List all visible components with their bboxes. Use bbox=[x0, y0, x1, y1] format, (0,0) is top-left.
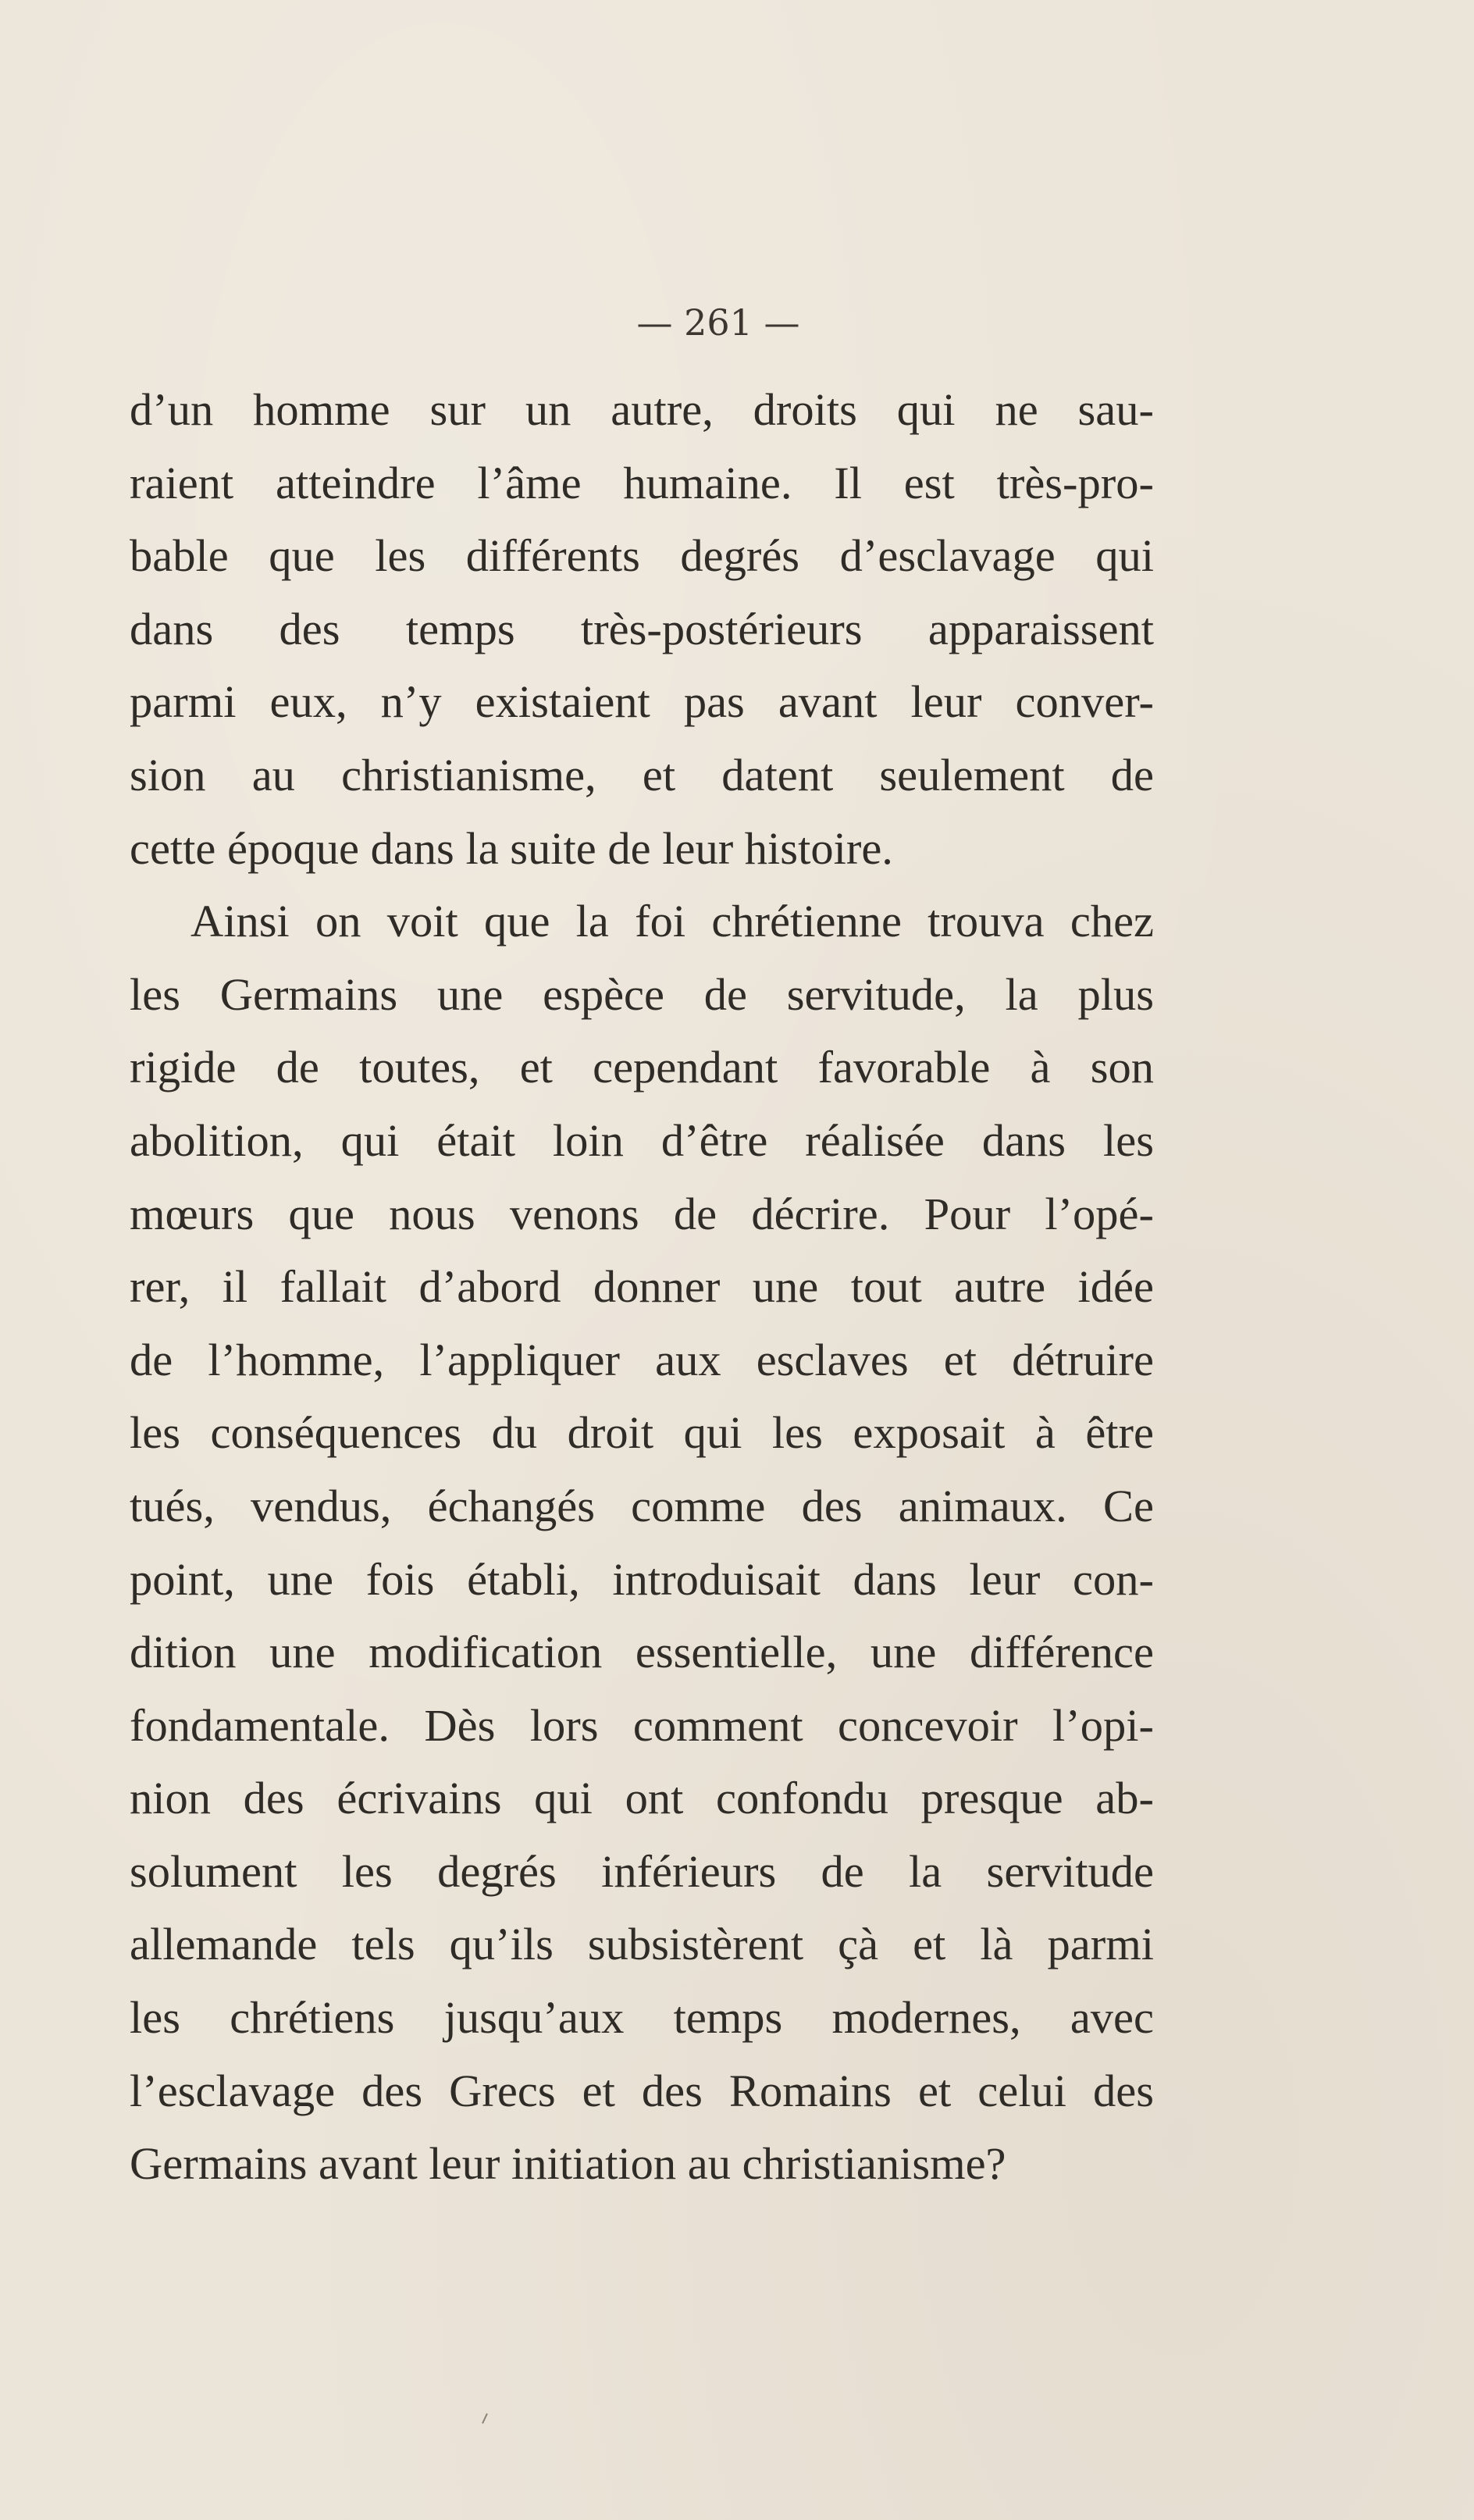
text-line: nion des écrivains qui ont confondu presque ab- bbox=[130, 1773, 1154, 1824]
text-line: fondamentale. Dès lors comment concevoir l’opi- bbox=[130, 1699, 1154, 1751]
text-line: les chrétiens jusqu’aux temps modernes, avec bbox=[130, 1992, 1154, 2044]
page-number: — 261 — bbox=[636, 301, 800, 344]
body-text bbox=[130, 373, 1154, 2201]
text-line: les conséquences du droit qui les exposait à être bbox=[130, 1407, 1154, 1459]
text-line: parmi eux, n’y existaient pas avant leur conver- bbox=[130, 676, 1154, 728]
text-line: l’esclavage des Grecs et des Romains et celui des bbox=[130, 2065, 1154, 2116]
text-line: d’un homme sur un autre, droits qui ne sau- bbox=[130, 384, 1154, 435]
text-line: sion au christianisme, et datent seulement de bbox=[130, 749, 1154, 800]
text-line: raient atteindre l’âme humaine. Il est très-pro- bbox=[130, 457, 1154, 508]
text-line: de l’homme, l’appliquer aux esclaves et détruire bbox=[130, 1334, 1154, 1385]
text-line-paragraph-end: Germains avant leur initiation au christianisme? bbox=[130, 2138, 1006, 2190]
text-line: rer, il fallait d’abord donner une tout autre idée bbox=[130, 1261, 1154, 1313]
text-line: tués, vendus, échangés comme des animaux. Ce bbox=[130, 1480, 1154, 1531]
text-line: dition une modification essentielle, une différence bbox=[130, 1627, 1154, 1678]
text-line: les Germains une espèce de servitude, la plus bbox=[130, 968, 1154, 1020]
paper-speck bbox=[482, 2413, 488, 2424]
text-line: bable que les différents degrés d’esclavage qui bbox=[130, 530, 1154, 582]
text-line: allemande tels qu’ils subsistèrent çà et là parmi bbox=[130, 1919, 1154, 1970]
text-line-paragraph-start: Ainsi on voit que la foi chrétienne trouva chez bbox=[190, 896, 1154, 947]
text-line: abolition, qui était loin d’être réalisée dans les bbox=[130, 1114, 1154, 1166]
text-line-paragraph-end: cette époque dans la suite de leur histoire. bbox=[130, 822, 893, 874]
text-line: rigide de toutes, et cependant favorable à son bbox=[130, 1042, 1154, 1093]
text-line: dans des temps très-postérieurs apparaissent bbox=[130, 603, 1154, 654]
text-line: solument les degrés inférieurs de la servitude bbox=[130, 1845, 1154, 1897]
text-line: point, une fois établi, introduisait dans leur con- bbox=[130, 1553, 1154, 1605]
text-line: mœurs que nous venons de décrire. Pour l’opé- bbox=[130, 1188, 1154, 1239]
